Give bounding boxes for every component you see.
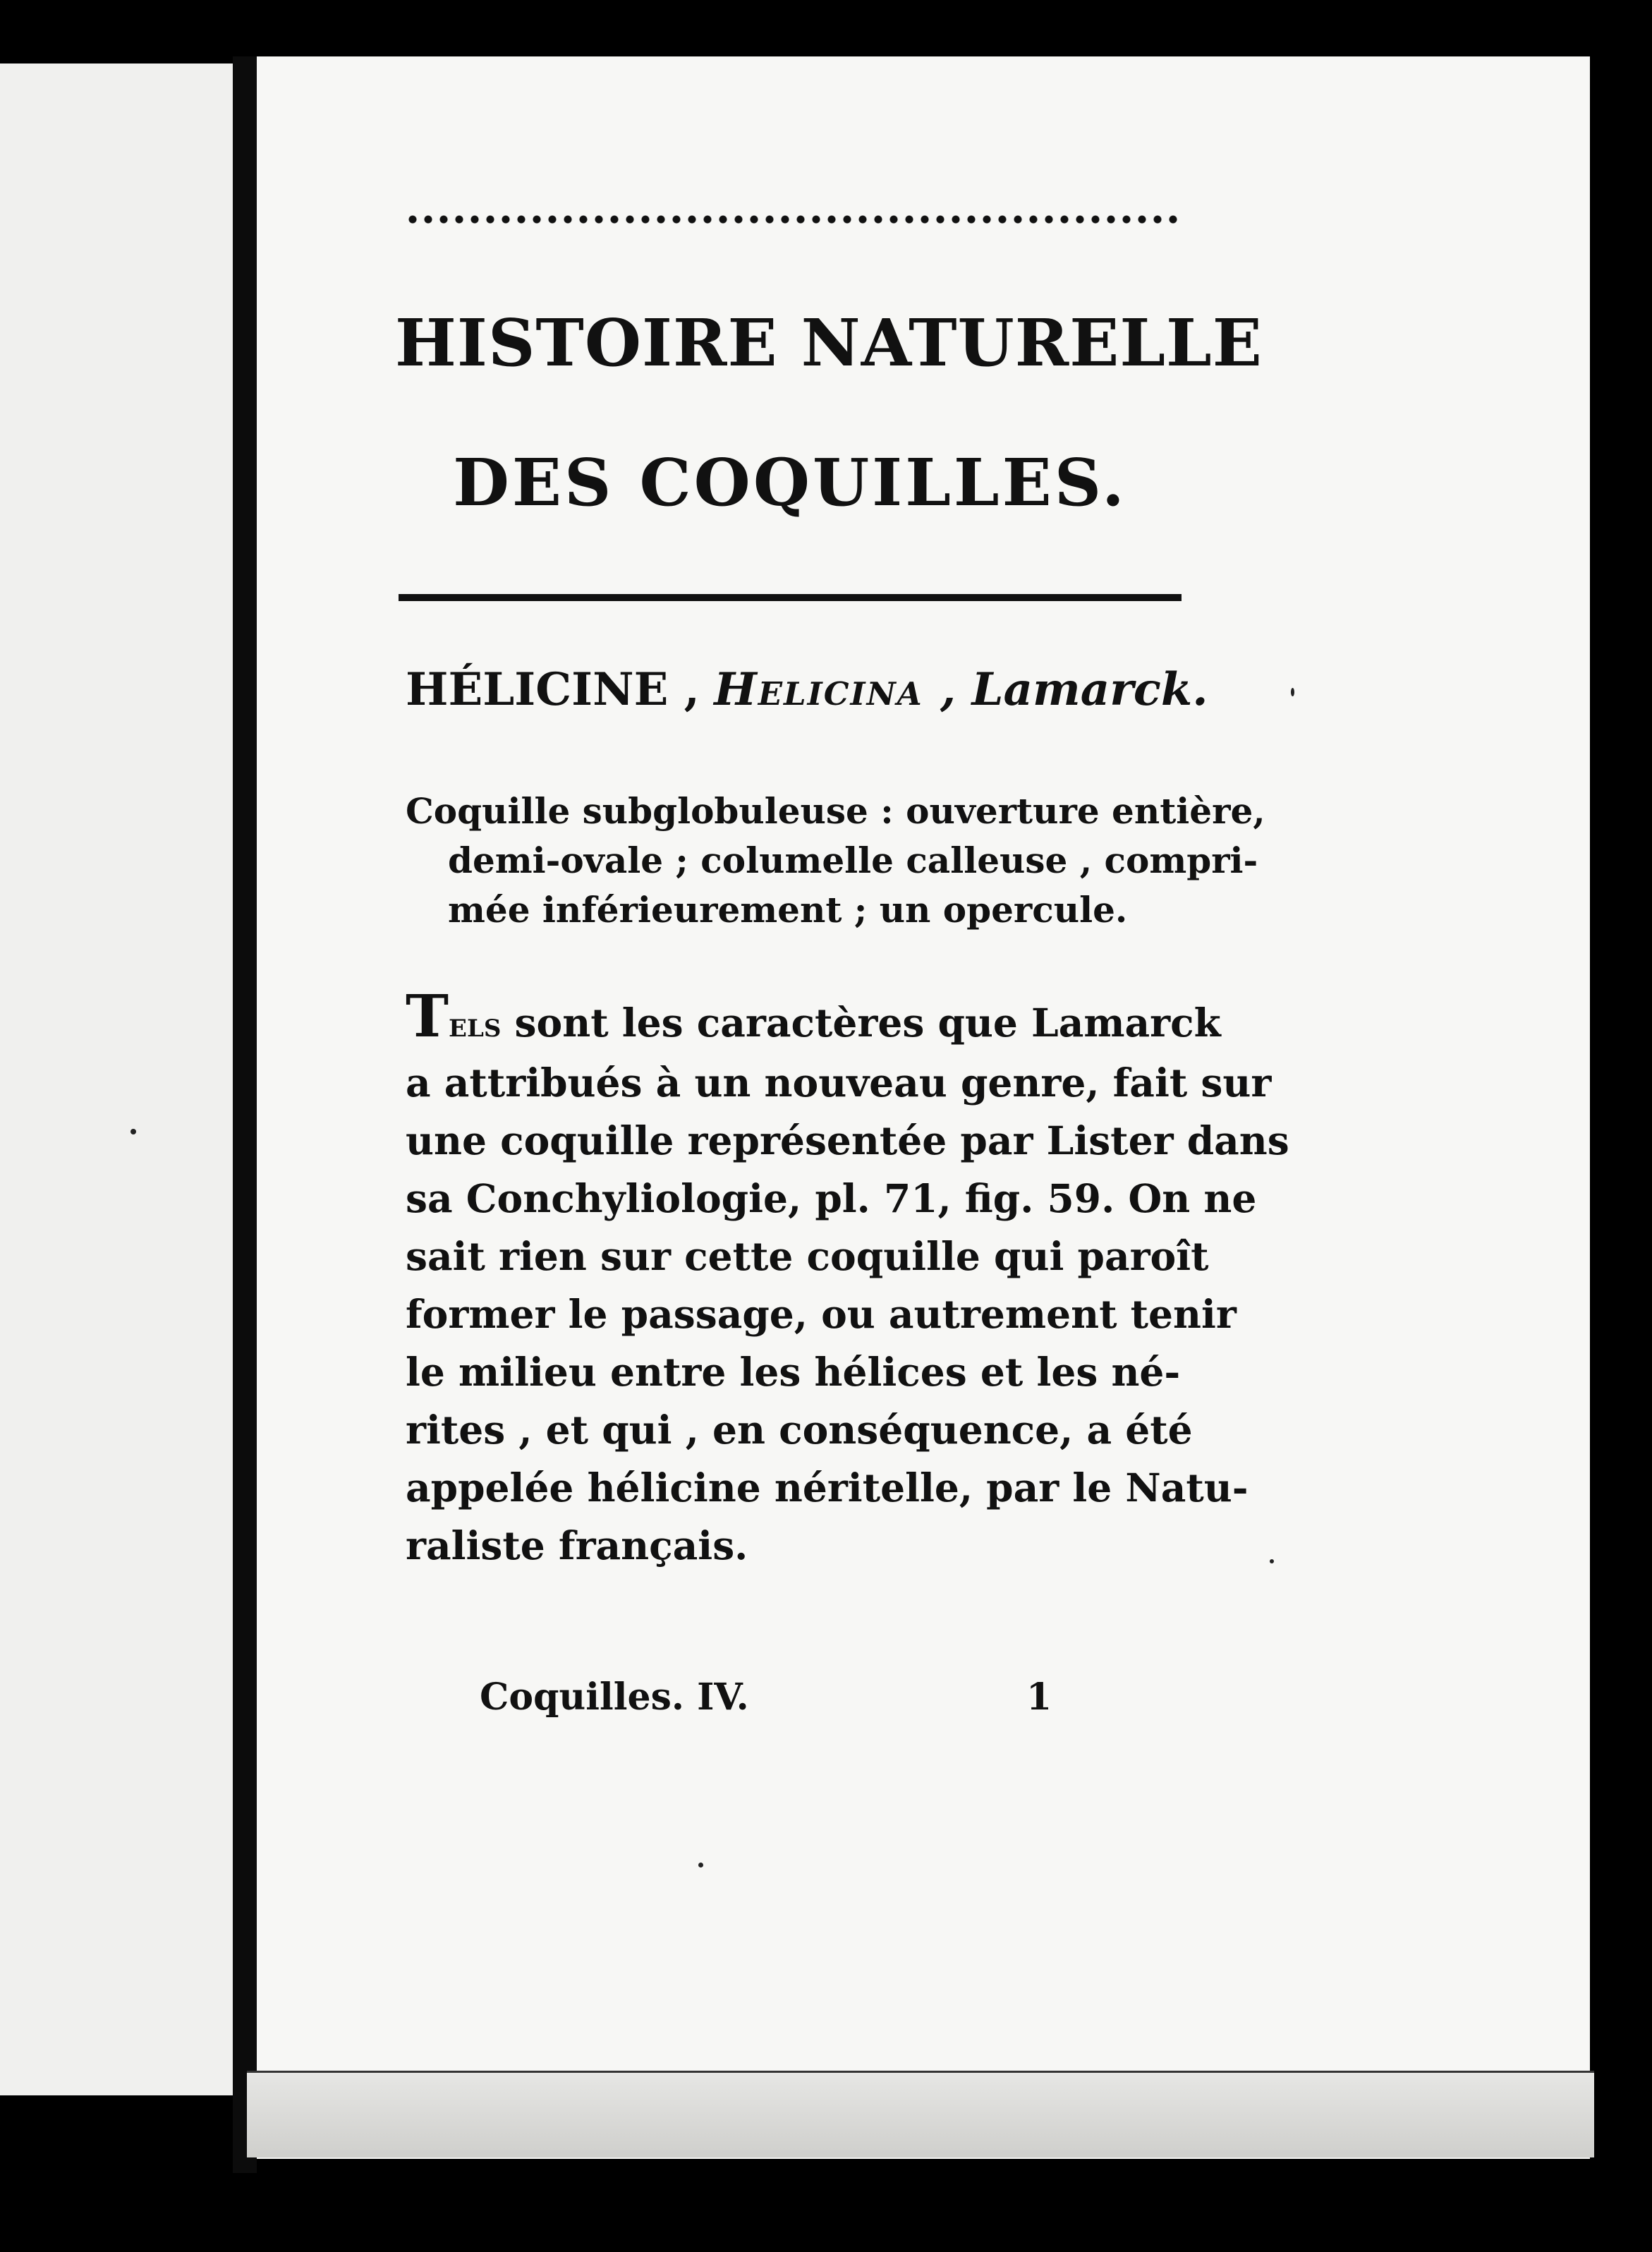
diagnosis-line: Coquille subglobuleuse : ouverture entière, bbox=[406, 790, 1265, 832]
title-rule bbox=[399, 594, 1182, 601]
header-ornament bbox=[406, 212, 1178, 227]
scan-speck bbox=[130, 1129, 136, 1134]
genus-diagnosis bbox=[406, 787, 1265, 935]
scan-speck bbox=[698, 1863, 703, 1867]
facing-page-edge bbox=[0, 63, 237, 2095]
book-gutter bbox=[233, 56, 257, 2173]
genus-name: HÉLICINE , bbox=[406, 663, 700, 716]
body-line: sait rien sur cette coquille qui paroît bbox=[406, 1233, 1209, 1279]
scan-speck bbox=[1291, 688, 1294, 696]
genus-heading bbox=[406, 663, 1208, 716]
body-line: appelée hélicine néritelle, par le Natu- bbox=[406, 1465, 1249, 1511]
genus-author: Lamarck. bbox=[971, 663, 1208, 716]
body-line: raliste français. bbox=[406, 1522, 748, 1568]
body-line: rites , et qui , en conséquence, a été bbox=[406, 1407, 1193, 1453]
sheet-number: 1 bbox=[1026, 1676, 1052, 1719]
page-title-line-1: HISTOIRE NATURELLE bbox=[395, 305, 1263, 381]
genus-latin-name: Helicina , bbox=[714, 663, 958, 716]
diagnosis-line: mée inférieurement ; un opercule. bbox=[448, 889, 1128, 931]
body-line: sa Conchyliologie, pl. 71, fig. 59. On ne bbox=[406, 1175, 1257, 1221]
page-title-line-2: DES COQUILLES. bbox=[453, 444, 1127, 521]
body-line: le milieu entre les hélices et les né- bbox=[406, 1349, 1181, 1395]
first-word-rest: els bbox=[449, 1005, 502, 1045]
body-line: a attribués à un nouveau genre, fait sur bbox=[406, 1060, 1272, 1106]
page-bottom-edge bbox=[247, 2071, 1594, 2157]
body-line bbox=[406, 983, 1221, 1054]
diagnosis-line: demi-ovale ; columelle calleuse , compri- bbox=[448, 840, 1258, 881]
body-line: former le passage, ou autrement tenir bbox=[406, 1291, 1237, 1337]
first-line-rest: sont les caractères que Lamarck bbox=[501, 1000, 1221, 1046]
drop-cap: T bbox=[406, 983, 449, 1051]
scan-speck bbox=[1270, 1559, 1274, 1563]
body-paragraph bbox=[406, 983, 1289, 1575]
body-line: une coquille représentée par Lister dans bbox=[406, 1118, 1289, 1163]
signature-mark: Coquilles. IV. bbox=[480, 1676, 749, 1719]
